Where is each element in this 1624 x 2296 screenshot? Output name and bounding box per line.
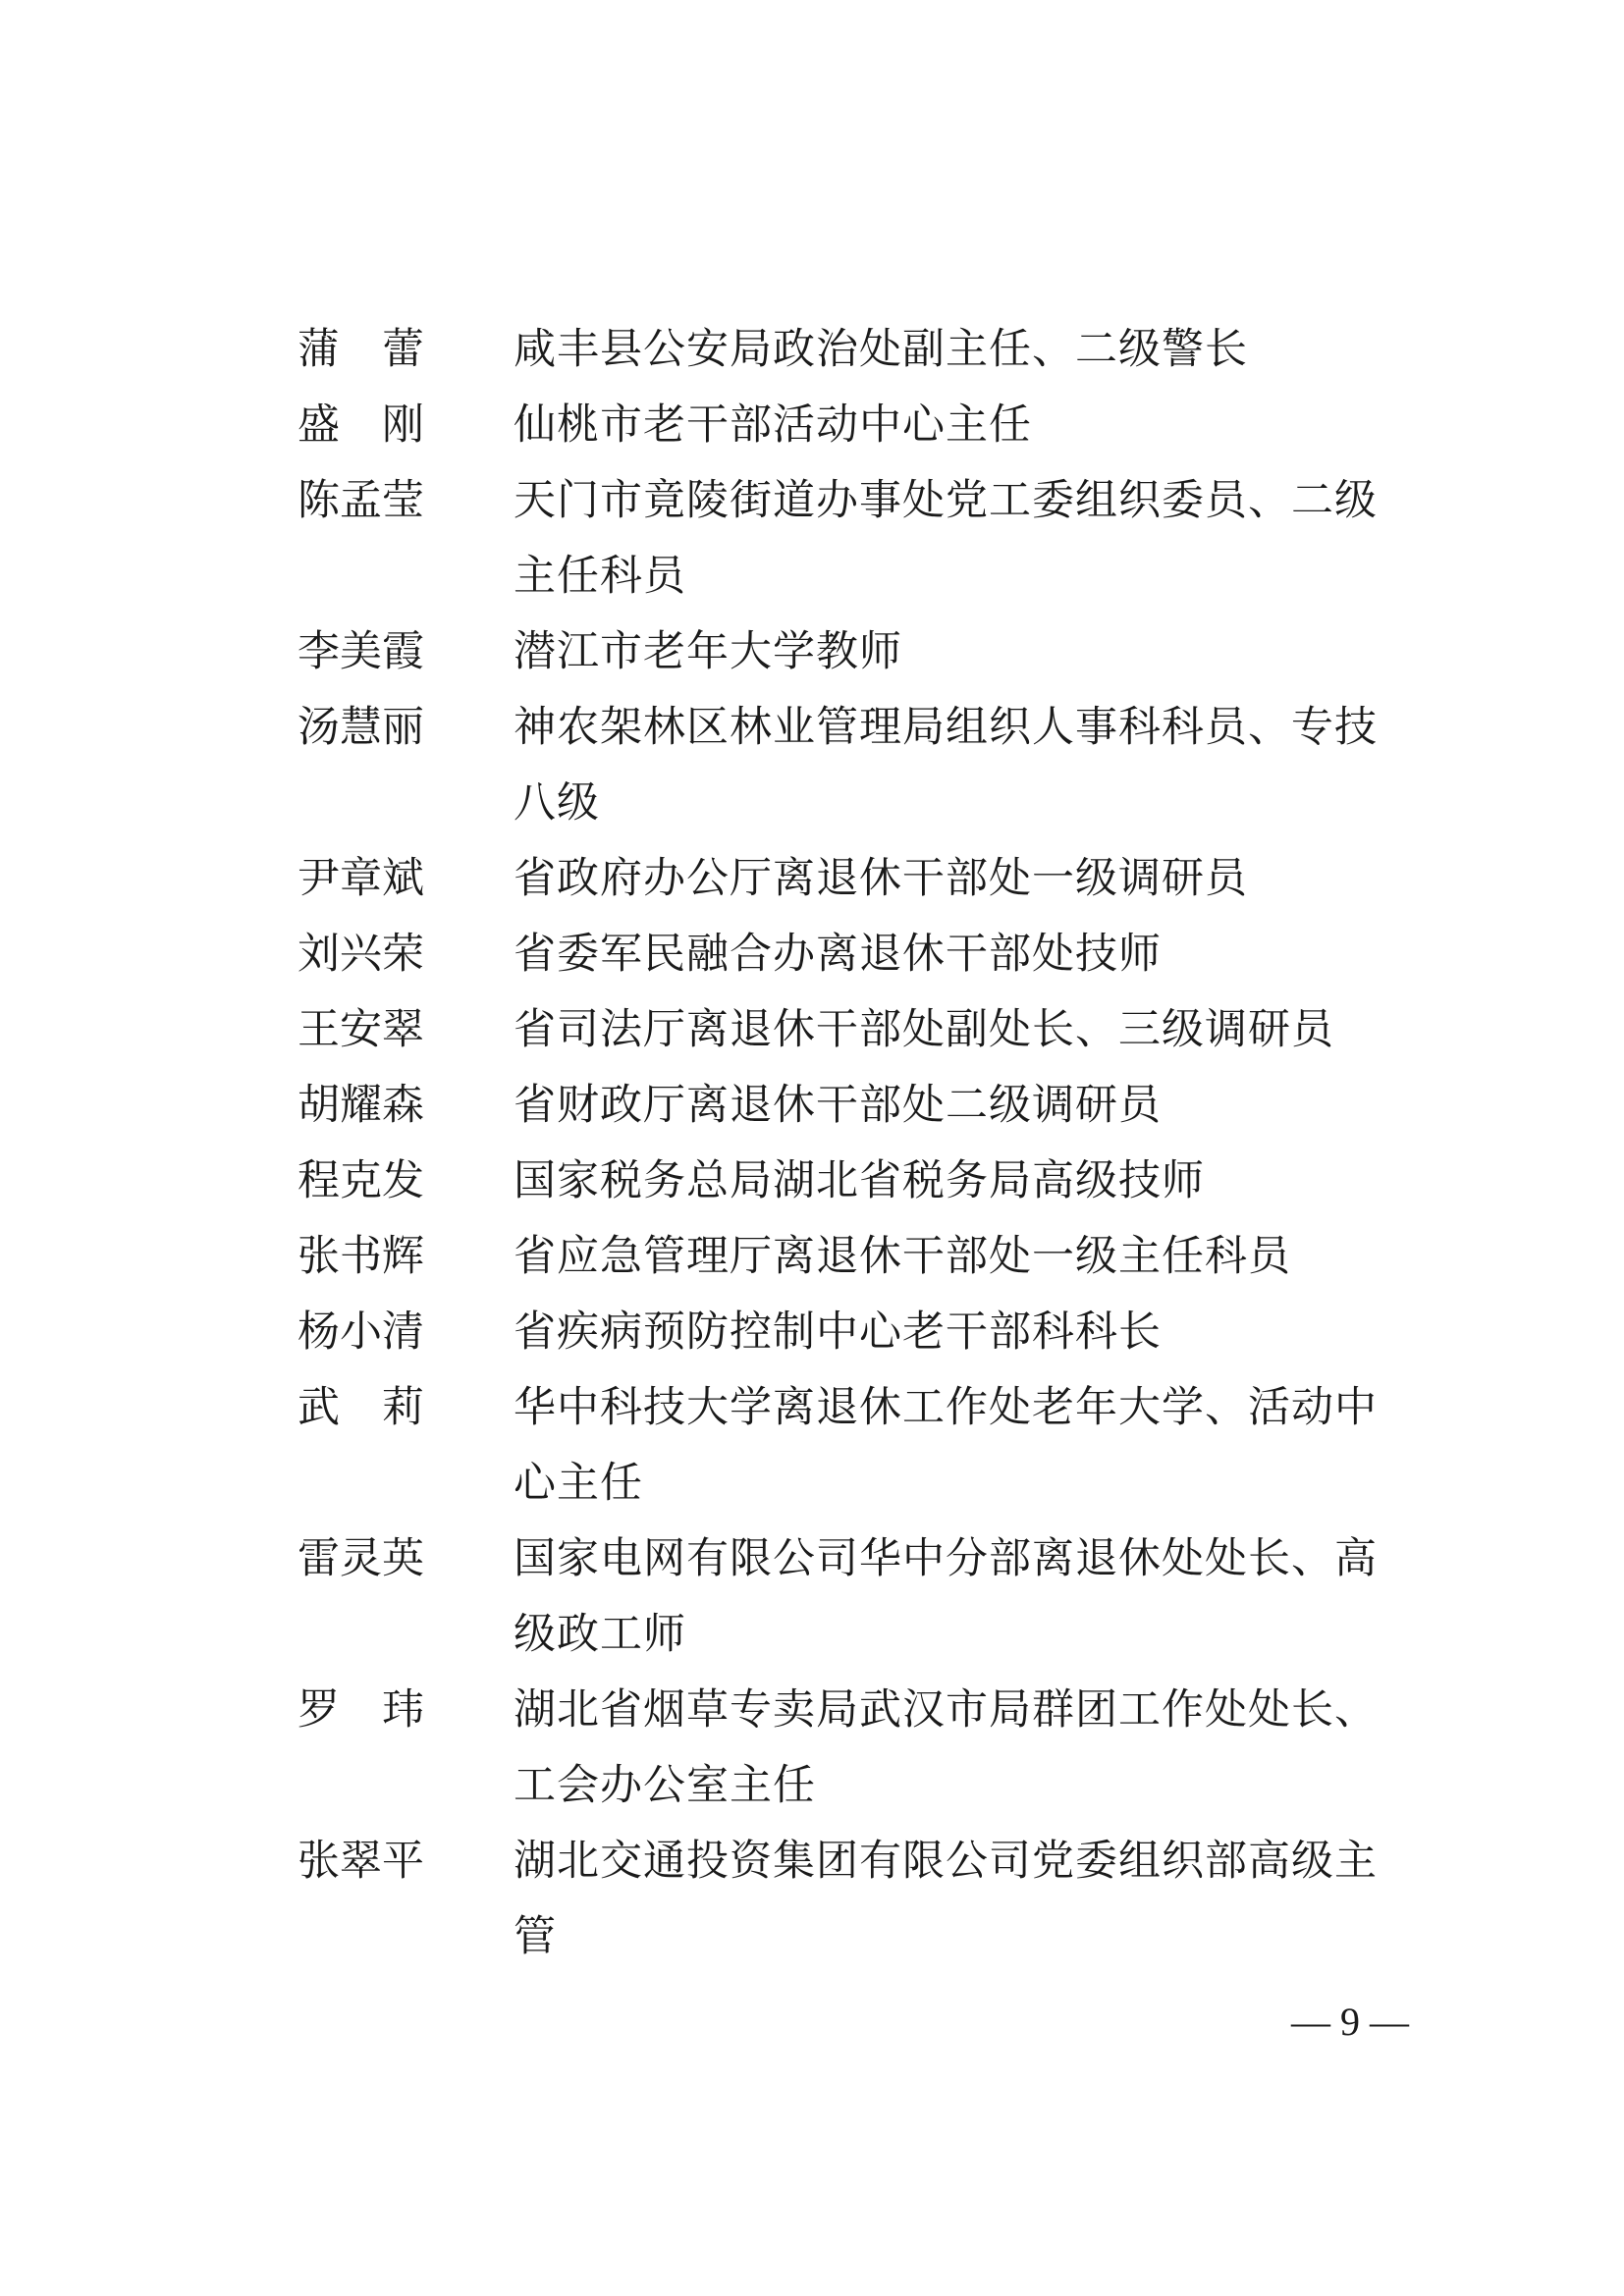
person-title: 国家税务总局湖北省税务局高级技师 (514, 1156, 1205, 1205)
person-title: 咸丰县公安局政治处副主任、二级警长 (514, 325, 1248, 374)
person-name: 杨小清 (298, 1308, 424, 1357)
person-name: 李美霞 (298, 627, 424, 676)
name-list (298, 312, 1417, 1975)
list-item (298, 1824, 1417, 1975)
person-name: 张书辉 (298, 1232, 424, 1281)
person-name: 盛刚 (298, 400, 466, 450)
person-name: 刘兴荣 (298, 930, 424, 979)
list-item (298, 463, 1417, 614)
list-item (298, 1522, 1417, 1673)
list-item (298, 312, 1417, 388)
person-name: 武莉 (298, 1383, 466, 1432)
list-item (298, 917, 1417, 992)
person-title: 神农架林区林业管理局组织人事科科员、专技八级 (514, 703, 1378, 828)
list-item (298, 1673, 1417, 1824)
person-name: 蒲蕾 (298, 325, 466, 374)
person-title: 潜江市老年大学教师 (514, 627, 902, 676)
person-name: 王安翠 (298, 1005, 424, 1054)
person-title: 省疾病预防控制中心老干部科科长 (514, 1308, 1162, 1357)
person-name: 雷灵英 (298, 1534, 424, 1583)
person-title: 华中科技大学离退休工作处老年大学、活动中心主任 (514, 1383, 1378, 1508)
person-title: 仙桃市老干部活动中心主任 (514, 400, 1032, 450)
list-item (298, 388, 1417, 463)
person-title: 省政府办公厅离退休干部处一级调研员 (514, 854, 1248, 903)
list-item (298, 1295, 1417, 1370)
person-title: 国家电网有限公司华中分部离退休处处长、高级政工师 (514, 1534, 1378, 1659)
list-item (298, 841, 1417, 917)
list-item (298, 1068, 1417, 1144)
person-title: 湖北省烟草专卖局武汉市局群团工作处处长、工会办公室主任 (514, 1685, 1378, 1810)
person-name: 汤慧丽 (298, 703, 424, 752)
person-name: 胡耀森 (298, 1081, 424, 1130)
list-item (298, 1370, 1417, 1522)
list-item (298, 614, 1417, 690)
list-item (298, 992, 1417, 1068)
person-title: 省委军民融合办离退休干部处技师 (514, 930, 1162, 979)
person-title: 省司法厅离退休干部处副处长、三级调研员 (514, 1005, 1334, 1054)
person-name: 尹章斌 (298, 854, 424, 903)
list-item (298, 1219, 1417, 1295)
person-name: 张翠平 (298, 1837, 424, 1886)
person-title: 省应急管理厅离退休干部处一级主任科员 (514, 1232, 1291, 1281)
person-title: 湖北交通投资集团有限公司党委组织部高级主管 (514, 1837, 1378, 1961)
person-name: 罗玮 (298, 1685, 466, 1735)
person-name: 陈孟莹 (298, 476, 424, 525)
person-title: 省财政厅离退休干部处二级调研员 (514, 1081, 1162, 1130)
page-number: — 9 — (1291, 2000, 1409, 2044)
list-item (298, 690, 1417, 841)
person-name: 程克发 (298, 1156, 424, 1205)
person-title: 天门市竟陵街道办事处党工委组织委员、二级主任科员 (514, 476, 1378, 601)
list-item (298, 1144, 1417, 1219)
